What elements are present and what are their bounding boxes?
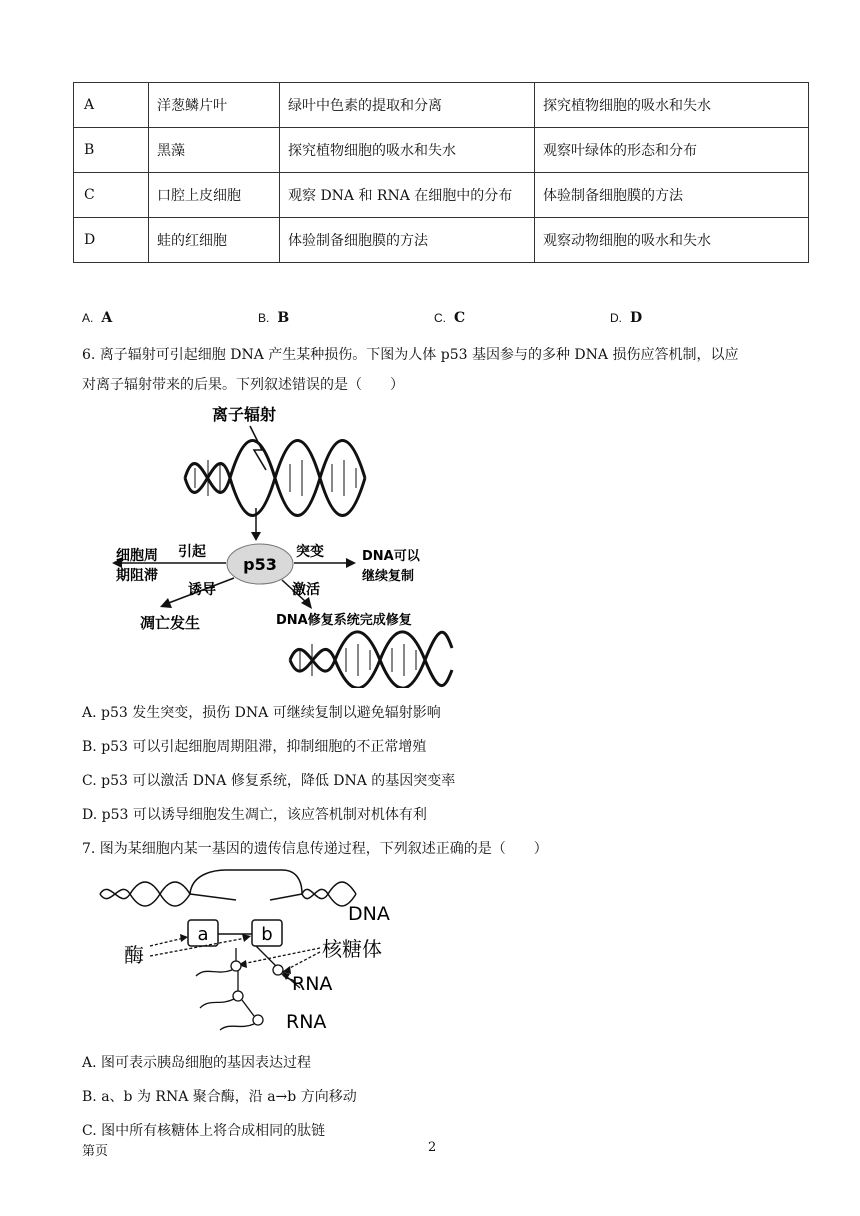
- cell-cycle-arrest-line2: 期阻滞: [116, 568, 158, 584]
- experiment-2-cell: 探究植物细胞的吸水和失水: [535, 83, 809, 128]
- dna-label: DNA: [348, 903, 390, 925]
- q7-stem: 7. 图为某细胞内某一基因的遗传信息传递过程，下列叙述正确的是（ ）: [82, 841, 548, 857]
- material-cell: 洋葱鳞片叶: [149, 83, 280, 128]
- arrow-label-induce: 诱导: [188, 582, 216, 598]
- experiment-1-cell: 体验制备细胞膜的方法: [280, 218, 535, 263]
- experiment-2-cell: 观察动物细胞的吸水和失水: [535, 218, 809, 263]
- material-cell: 黑藻: [149, 128, 280, 173]
- experiment-1-cell: 绿叶中色素的提取和分离: [280, 83, 535, 128]
- ribosome-label: 核糖体: [322, 937, 382, 961]
- q6-stem-line2: 对离子辐射带来的后果。下列叙述错误的是（ ）: [82, 377, 404, 393]
- option-letter: C: [74, 173, 149, 218]
- experiment-2-cell: 体验制备细胞膜的方法: [535, 173, 809, 218]
- experiment-1-cell: 探究植物细胞的吸水和失水: [280, 128, 535, 173]
- q7-option-a: A. 图可表示胰岛细胞的基因表达过程: [82, 1055, 312, 1071]
- q5-choice-b: B. B: [258, 310, 290, 326]
- experiment-2-cell: 观察叶绿体的形态和分布: [535, 128, 809, 173]
- q7-option-c: C. 图中所有核糖体上将合成相同的肽链: [82, 1123, 326, 1139]
- enzyme-label: 酶: [124, 943, 144, 967]
- material-cell: 口腔上皮细胞: [149, 173, 280, 218]
- q6-option-c: C. p53 可以激活 DNA 修复系统，降低 DNA 的基因突变率: [82, 773, 456, 789]
- cell-cycle-arrest-line1: 细胞周: [116, 548, 158, 564]
- rna-chain-icon: [196, 946, 296, 1030]
- dna-replicate-line2: 继续复制: [362, 569, 415, 584]
- p53-label: p53: [243, 555, 277, 574]
- q5-choice-a: A. A: [82, 310, 113, 326]
- option-letter: A: [74, 83, 149, 128]
- q6-stem-line1: 6. 离子辐射可引起细胞 DNA 产生某种损伤。下图为人体 p53 基因参与的多种 DNA 损伤应答机制，以应: [82, 347, 739, 363]
- material-cell: 蛙的红细胞: [149, 218, 280, 263]
- q6-option-a: A. p53 发生突变，损伤 DNA 可继续复制以避免辐射影响: [82, 705, 441, 721]
- dna-repair-label: DNA修复系统完成修复: [276, 613, 412, 628]
- apoptosis-label: 凋亡发生: [140, 614, 201, 632]
- rna-label-1: RNA: [292, 973, 333, 995]
- arrow-label-cause: 引起: [178, 544, 206, 560]
- q6-option-b: B. p53 可以引起细胞周期阻滞，抑制细胞的不正常增殖: [82, 739, 427, 755]
- p53-diagram: [100, 398, 460, 688]
- arrow-label-activate: 激活: [292, 582, 320, 598]
- table-row: [74, 173, 809, 218]
- option-letter: B: [74, 128, 149, 173]
- q5-choice-c: C. C: [434, 310, 466, 326]
- q5-choice-d: D. D: [610, 310, 643, 326]
- experiment-1-cell: 观察 DNA 和 RNA 在细胞中的分布: [280, 173, 535, 218]
- damaged-dna-helix-icon: [185, 441, 365, 516]
- footer-label: 第页: [82, 1144, 109, 1159]
- enzyme-b-label: b: [261, 924, 273, 945]
- table-row: [74, 83, 809, 128]
- dna-strand-icon: [100, 870, 356, 906]
- arrow-label-mutation: 突变: [296, 544, 324, 560]
- options-table: [73, 82, 809, 263]
- rna-label-2: RNA: [286, 1011, 327, 1033]
- table-row: [74, 128, 809, 173]
- dna-replicate-line1: DNA可以: [362, 549, 420, 564]
- option-letter: D: [74, 218, 149, 263]
- q7-option-b: B. a、b 为 RNA 聚合酶，沿 a→b 方向移动: [82, 1089, 357, 1105]
- transcription-diagram: [96, 866, 416, 1036]
- q6-option-d: D. p53 可以诱导细胞发生凋亡，该应答机制对机体有利: [82, 807, 427, 823]
- table-row: [74, 218, 809, 263]
- repaired-dna-helix-icon: [290, 632, 452, 688]
- radiation-label: 离子辐射: [212, 405, 277, 424]
- enzyme-a-label: a: [197, 924, 209, 945]
- page-number: 2: [428, 1140, 437, 1155]
